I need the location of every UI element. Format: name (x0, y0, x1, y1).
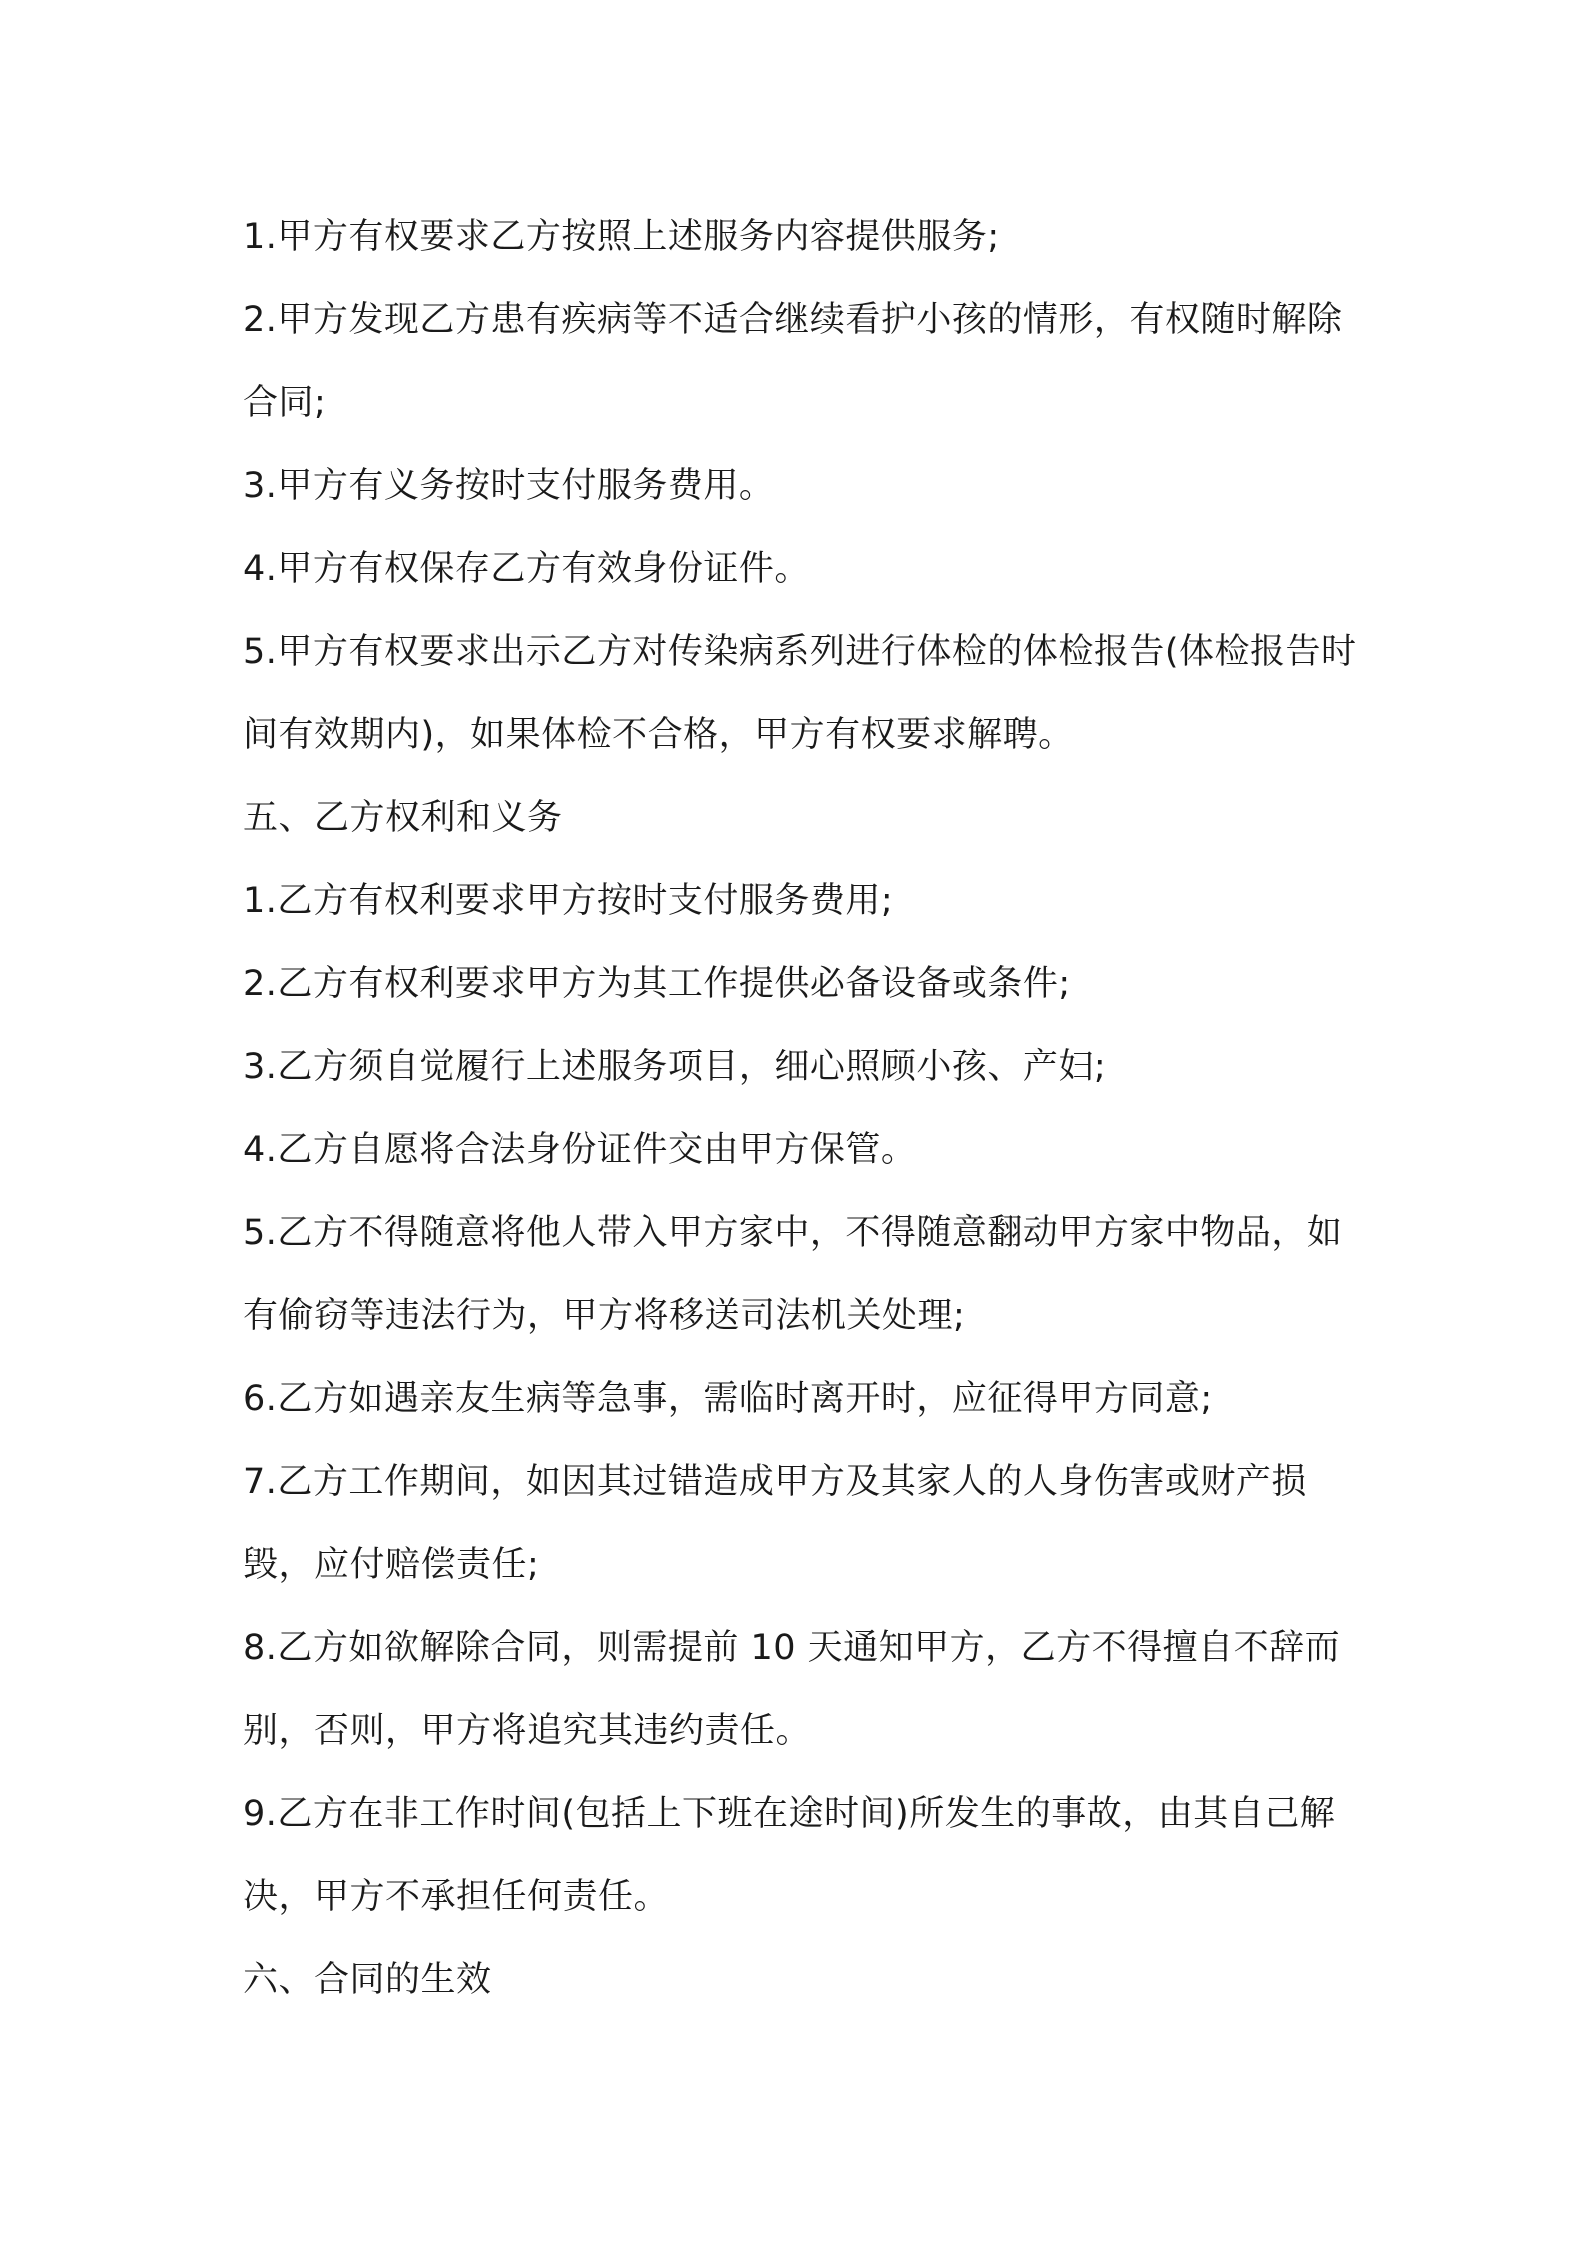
section-heading: 五、乙方权利和义务 (243, 798, 563, 838)
clause-paragraph: 2.乙方有权利要求甲方为其工作提供必备设备或条件; (243, 964, 1071, 1004)
clause-paragraph: 1.甲方有权要求乙方按照上述服务内容提供服务; (243, 217, 1000, 257)
clause-paragraph: 1.乙方有权利要求甲方按时支付服务费用; (243, 881, 894, 921)
clause-paragraph: 5.乙方不得随意将他人带入甲方家中，不得随意翻动甲方家中物品，如有偷窃等违法行为，甲方将移送司法机关处理; (243, 1213, 1343, 1336)
clause-paragraph: 6.乙方如遇亲友生病等急事，需临时离开时，应征得甲方同意; (243, 1379, 1213, 1419)
clause-paragraph: 5.甲方有权要求出示乙方对传染病系列进行体检的体检报告(体检报告时间有效期内)，如果体检不合格，甲方有权要求解聘。 (243, 632, 1357, 755)
clause-paragraph: 3.甲方有义务按时支付服务费用。 (243, 466, 775, 506)
clause-paragraph: 4.甲方有权保存乙方有效身份证件。 (243, 549, 810, 589)
clause-paragraph: 3.乙方须自觉履行上述服务项目，细心照顾小孩、产妇; (243, 1047, 1107, 1087)
clause-paragraph: 7.乙方工作期间，如因其过错造成甲方及其家人的人身伤害或财产损毁，应付赔偿责任; (243, 1462, 1307, 1585)
clause-paragraph: 2.甲方发现乙方患有疾病等不适合继续看护小孩的情形，有权随时解除合同; (243, 300, 1343, 423)
section-heading: 六、合同的生效 (243, 1960, 492, 2000)
clause-paragraph: 9.乙方在非工作时间(包括上下班在途时间)所发生的事故，由其自己解决，甲方不承担任何责任。 (243, 1794, 1336, 1917)
clause-paragraph: 4.乙方自愿将合法身份证件交由甲方保管。 (243, 1130, 917, 1170)
clause-paragraph: 8.乙方如欲解除合同，则需提前 10 天通知甲方，乙方不得擅自不辞而别，否则，甲方将追究其违约责任。 (243, 1628, 1341, 1751)
document-body (243, 196, 1363, 2022)
